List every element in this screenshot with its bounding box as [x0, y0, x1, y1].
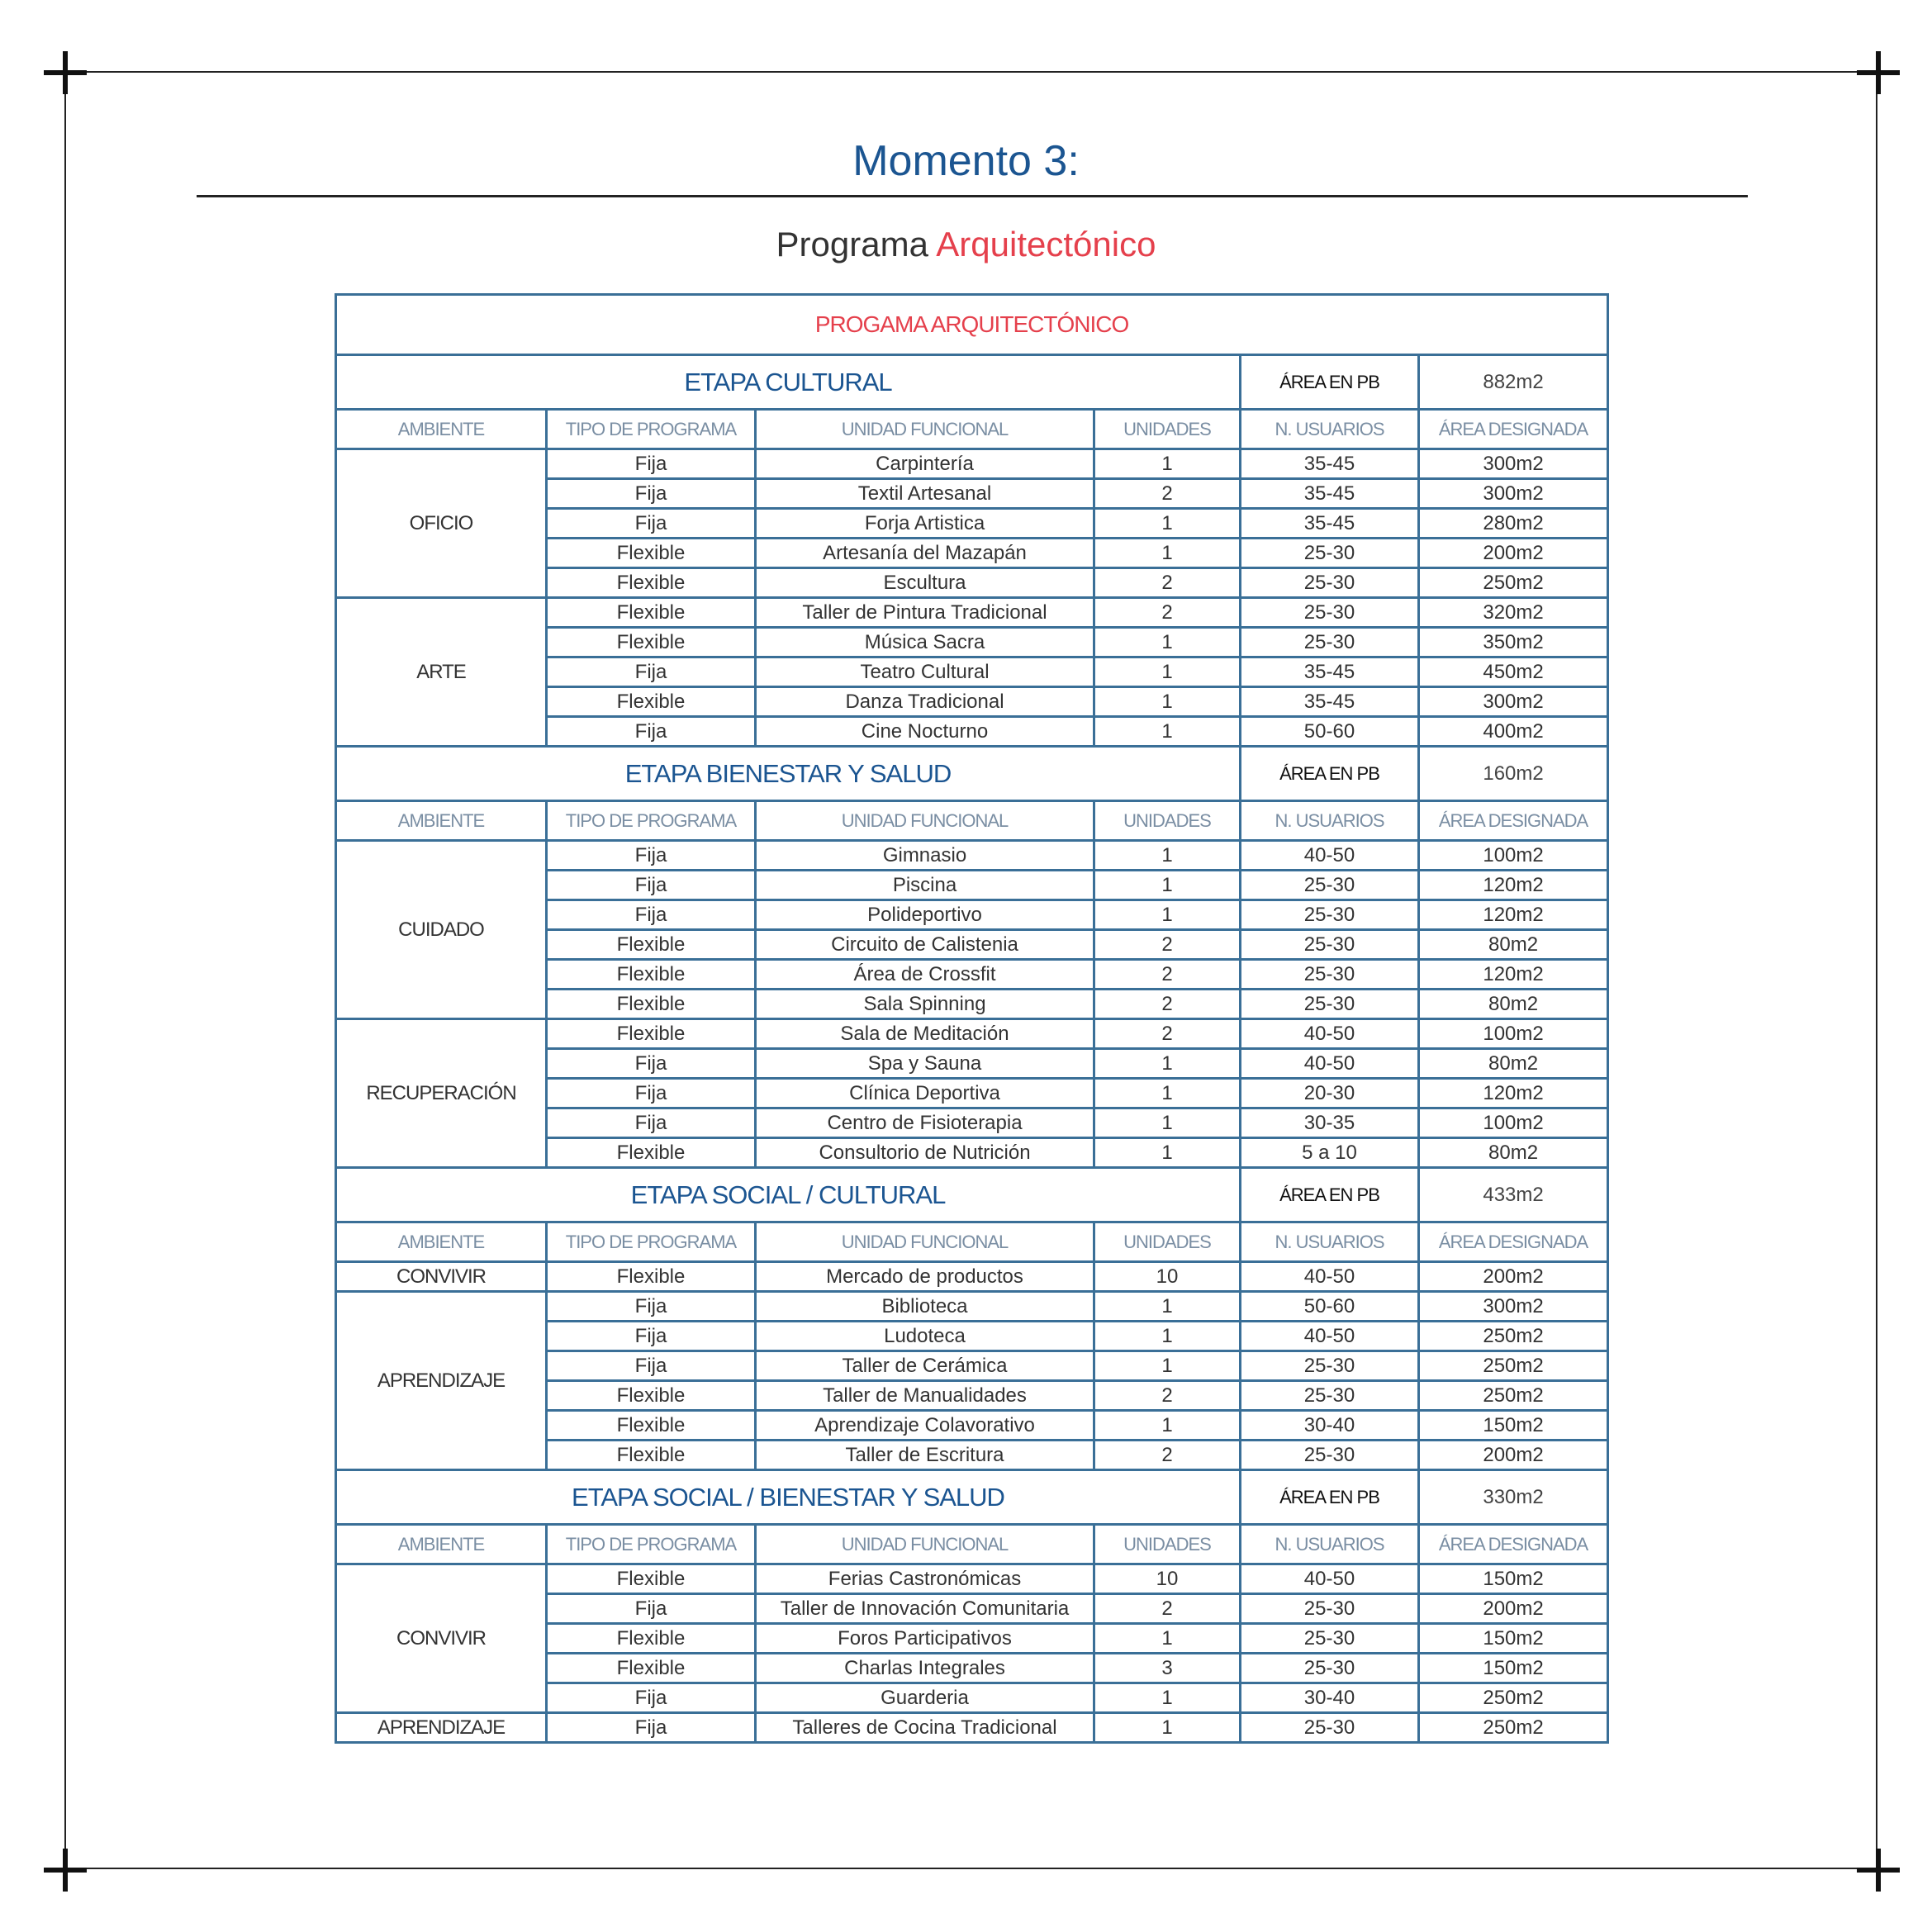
area-cell: 120m2: [1419, 1079, 1608, 1108]
tipo-cell: Flexible: [547, 1019, 756, 1049]
unidad-funcional-cell: Guarderia: [756, 1683, 1094, 1713]
area-cell: 120m2: [1419, 871, 1608, 900]
unidades-cell: 1: [1094, 871, 1241, 900]
header-tipo: TIPO DE PROGRAMA: [547, 1222, 756, 1262]
unidad-funcional-cell: Biblioteca: [756, 1292, 1094, 1322]
header-usuarios: N. USUARIOS: [1241, 410, 1419, 449]
usuarios-cell: 50-60: [1241, 717, 1419, 747]
table-row: [336, 449, 1608, 479]
tipo-cell: Flexible: [547, 1624, 756, 1654]
area-cell: 200m2: [1419, 539, 1608, 568]
ambiente-cell: APRENDIZAJE: [336, 1292, 547, 1470]
area-cell: 250m2: [1419, 1381, 1608, 1411]
unidades-cell: 1: [1094, 1138, 1241, 1168]
title-divider: [197, 195, 1748, 197]
area-cell: 150m2: [1419, 1624, 1608, 1654]
area-cell: 250m2: [1419, 1322, 1608, 1351]
header-ambiente: AMBIENTE: [336, 801, 547, 841]
unidad-funcional-cell: Textil Artesanal: [756, 479, 1094, 509]
unidad-funcional-cell: Artesanía del Mazapán: [756, 539, 1094, 568]
usuarios-cell: 35-45: [1241, 687, 1419, 717]
tipo-cell: Fija: [547, 871, 756, 900]
header-unidades: UNIDADES: [1094, 1222, 1241, 1262]
usuarios-cell: 25-30: [1241, 598, 1419, 628]
unidades-cell: 2: [1094, 568, 1241, 598]
unidad-funcional-cell: Spa y Sauna: [756, 1049, 1094, 1079]
unidades-cell: 1: [1094, 1411, 1241, 1441]
area-cell: 100m2: [1419, 1019, 1608, 1049]
usuarios-cell: 40-50: [1241, 1322, 1419, 1351]
usuarios-cell: 30-40: [1241, 1683, 1419, 1713]
header-unidades: UNIDADES: [1094, 410, 1241, 449]
area-cell: 150m2: [1419, 1654, 1608, 1683]
usuarios-cell: 40-50: [1241, 1049, 1419, 1079]
unidad-funcional-cell: Taller de Manualidades: [756, 1381, 1094, 1411]
tipo-cell: Fija: [547, 900, 756, 930]
tipo-cell: Fija: [547, 449, 756, 479]
area-cell: 100m2: [1419, 1108, 1608, 1138]
unidades-cell: 1: [1094, 449, 1241, 479]
tipo-cell: Flexible: [547, 1654, 756, 1683]
ambiente-cell: APRENDIZAJE: [336, 1713, 547, 1743]
unidad-funcional-cell: Centro de Fisioterapia: [756, 1108, 1094, 1138]
unidades-cell: 1: [1094, 841, 1241, 871]
tipo-cell: Flexible: [547, 960, 756, 990]
tipo-cell: Flexible: [547, 1262, 756, 1292]
header-unidad-funcional: UNIDAD FUNCIONAL: [756, 1222, 1094, 1262]
unidad-funcional-cell: Foros Participativos: [756, 1624, 1094, 1654]
header-area: ÁREA DESIGNADA: [1419, 1525, 1608, 1564]
unidades-cell: 2: [1094, 1019, 1241, 1049]
table-row: [336, 1564, 1608, 1594]
header-usuarios: N. USUARIOS: [1241, 801, 1419, 841]
unidades-cell: 2: [1094, 1381, 1241, 1411]
tipo-cell: Flexible: [547, 598, 756, 628]
table-row: [336, 841, 1608, 871]
header-unidades: UNIDADES: [1094, 1525, 1241, 1564]
area-cell: 120m2: [1419, 960, 1608, 990]
usuarios-cell: 25-30: [1241, 960, 1419, 990]
unidades-cell: 1: [1094, 1079, 1241, 1108]
tipo-cell: Flexible: [547, 990, 756, 1019]
header-usuarios: N. USUARIOS: [1241, 1222, 1419, 1262]
column-header-row: [336, 410, 1608, 449]
usuarios-cell: 25-30: [1241, 1594, 1419, 1624]
unidad-funcional-cell: Área de Crossfit: [756, 960, 1094, 990]
column-header-row: [336, 1222, 1608, 1262]
ambiente-cell: CONVIVIR: [336, 1262, 547, 1292]
unidades-cell: 1: [1094, 717, 1241, 747]
crop-mark-bottom-left: [44, 1849, 87, 1892]
header-unidad-funcional: UNIDAD FUNCIONAL: [756, 410, 1094, 449]
page-subtitle: [0, 225, 1932, 264]
unidades-cell: 1: [1094, 1683, 1241, 1713]
unidades-cell: 2: [1094, 990, 1241, 1019]
unidad-funcional-cell: Escultura: [756, 568, 1094, 598]
tipo-cell: Fija: [547, 1079, 756, 1108]
usuarios-cell: 25-30: [1241, 539, 1419, 568]
tipo-cell: Fija: [547, 717, 756, 747]
tipo-cell: Fija: [547, 1322, 756, 1351]
tipo-cell: Flexible: [547, 628, 756, 657]
etapa-row: [336, 355, 1608, 410]
area-value: 330m2: [1419, 1470, 1608, 1525]
usuarios-cell: 25-30: [1241, 900, 1419, 930]
unidad-funcional-cell: Mercado de productos: [756, 1262, 1094, 1292]
ambiente-cell: CONVIVIR: [336, 1564, 547, 1713]
area-cell: 80m2: [1419, 1049, 1608, 1079]
usuarios-cell: 40-50: [1241, 841, 1419, 871]
tipo-cell: Flexible: [547, 930, 756, 960]
tipo-cell: Flexible: [547, 1138, 756, 1168]
header-ambiente: AMBIENTE: [336, 1222, 547, 1262]
area-cell: 450m2: [1419, 657, 1608, 687]
table-row: [336, 598, 1608, 628]
usuarios-cell: 30-40: [1241, 1411, 1419, 1441]
table-row: [336, 1262, 1608, 1292]
subtitle-accent: Arquitectónico: [936, 225, 1156, 263]
unidades-cell: 1: [1094, 509, 1241, 539]
unidad-funcional-cell: Consultorio de Nutrición: [756, 1138, 1094, 1168]
tipo-cell: Flexible: [547, 1564, 756, 1594]
tipo-cell: Fija: [547, 841, 756, 871]
unidad-funcional-cell: Teatro Cultural: [756, 657, 1094, 687]
usuarios-cell: 35-45: [1241, 509, 1419, 539]
area-value: 882m2: [1419, 355, 1608, 410]
etapa-row: [336, 747, 1608, 801]
unidad-funcional-cell: Forja Artistica: [756, 509, 1094, 539]
unidades-cell: 1: [1094, 539, 1241, 568]
unidades-cell: 1: [1094, 1108, 1241, 1138]
unidades-cell: 10: [1094, 1564, 1241, 1594]
area-cell: 320m2: [1419, 598, 1608, 628]
area-cell: 100m2: [1419, 841, 1608, 871]
ambiente-cell: OFICIO: [336, 449, 547, 598]
area-label: ÁREA EN PB: [1241, 355, 1419, 410]
area-cell: 200m2: [1419, 1594, 1608, 1624]
tipo-cell: Flexible: [547, 1381, 756, 1411]
usuarios-cell: 20-30: [1241, 1079, 1419, 1108]
area-cell: 250m2: [1419, 568, 1608, 598]
header-tipo: TIPO DE PROGRAMA: [547, 1525, 756, 1564]
usuarios-cell: 30-35: [1241, 1108, 1419, 1138]
tipo-cell: Flexible: [547, 1411, 756, 1441]
area-label: ÁREA EN PB: [1241, 1470, 1419, 1525]
usuarios-cell: 25-30: [1241, 871, 1419, 900]
tipo-cell: Fija: [547, 1108, 756, 1138]
tipo-cell: Flexible: [547, 539, 756, 568]
unidad-funcional-cell: Talleres de Cocina Tradicional: [756, 1713, 1094, 1743]
tipo-cell: Fija: [547, 1713, 756, 1743]
area-cell: 80m2: [1419, 1138, 1608, 1168]
usuarios-cell: 40-50: [1241, 1019, 1419, 1049]
usuarios-cell: 25-30: [1241, 930, 1419, 960]
area-cell: 250m2: [1419, 1351, 1608, 1381]
area-cell: 300m2: [1419, 479, 1608, 509]
area-cell: 250m2: [1419, 1713, 1608, 1743]
tipo-cell: Fija: [547, 479, 756, 509]
unidades-cell: 2: [1094, 598, 1241, 628]
header-unidad-funcional: UNIDAD FUNCIONAL: [756, 1525, 1094, 1564]
unidad-funcional-cell: Cine Nocturno: [756, 717, 1094, 747]
unidad-funcional-cell: Taller de Innovación Comunitaria: [756, 1594, 1094, 1624]
column-header-row: [336, 1525, 1608, 1564]
unidades-cell: 2: [1094, 479, 1241, 509]
unidad-funcional-cell: Taller de Pintura Tradicional: [756, 598, 1094, 628]
etapa-row: [336, 1470, 1608, 1525]
unidad-funcional-cell: Circuito de Calistenia: [756, 930, 1094, 960]
usuarios-cell: 50-60: [1241, 1292, 1419, 1322]
area-cell: 280m2: [1419, 509, 1608, 539]
unidades-cell: 10: [1094, 1262, 1241, 1292]
unidades-cell: 1: [1094, 1322, 1241, 1351]
area-label: ÁREA EN PB: [1241, 1168, 1419, 1222]
area-cell: 120m2: [1419, 900, 1608, 930]
area-cell: 150m2: [1419, 1564, 1608, 1594]
etapa-name: ETAPA CULTURAL: [336, 355, 1241, 410]
column-header-row: [336, 801, 1608, 841]
unidad-funcional-cell: Música Sacra: [756, 628, 1094, 657]
unidad-funcional-cell: Ludoteca: [756, 1322, 1094, 1351]
tipo-cell: Flexible: [547, 687, 756, 717]
usuarios-cell: 25-30: [1241, 568, 1419, 598]
usuarios-cell: 25-30: [1241, 1624, 1419, 1654]
unidades-cell: 1: [1094, 657, 1241, 687]
page-title: Momento 3:: [852, 137, 1080, 185]
header-usuarios: N. USUARIOS: [1241, 1525, 1419, 1564]
usuarios-cell: 25-30: [1241, 628, 1419, 657]
etapa-row: [336, 1168, 1608, 1222]
tipo-cell: Flexible: [547, 568, 756, 598]
unidades-cell: 1: [1094, 1351, 1241, 1381]
program-table-body: [336, 295, 1608, 1743]
unidad-funcional-cell: Taller de Cerámica: [756, 1351, 1094, 1381]
header-area: ÁREA DESIGNADA: [1419, 1222, 1608, 1262]
unidades-cell: 3: [1094, 1654, 1241, 1683]
area-cell: 300m2: [1419, 687, 1608, 717]
area-cell: 300m2: [1419, 449, 1608, 479]
ambiente-cell: RECUPERACIÓN: [336, 1019, 547, 1168]
usuarios-cell: 25-30: [1241, 1713, 1419, 1743]
usuarios-cell: 40-50: [1241, 1564, 1419, 1594]
tipo-cell: Fija: [547, 1351, 756, 1381]
unidades-cell: 1: [1094, 1292, 1241, 1322]
table-title: PROGAMA ARQUITECTÓNICO: [336, 295, 1608, 355]
crop-mark-top-left: [44, 51, 87, 94]
header-unidad-funcional: UNIDAD FUNCIONAL: [756, 801, 1094, 841]
table-row: [336, 1019, 1608, 1049]
usuarios-cell: 25-30: [1241, 1351, 1419, 1381]
area-cell: 400m2: [1419, 717, 1608, 747]
tipo-cell: Fija: [547, 1594, 756, 1624]
unidad-funcional-cell: Ferias Castronómicas: [756, 1564, 1094, 1594]
header-tipo: TIPO DE PROGRAMA: [547, 410, 756, 449]
area-cell: 80m2: [1419, 990, 1608, 1019]
unidad-funcional-cell: Polideportivo: [756, 900, 1094, 930]
usuarios-cell: 5 a 10: [1241, 1138, 1419, 1168]
unidades-cell: 1: [1094, 1049, 1241, 1079]
area-cell: 300m2: [1419, 1292, 1608, 1322]
area-cell: 350m2: [1419, 628, 1608, 657]
tipo-cell: Fija: [547, 509, 756, 539]
unidad-funcional-cell: Danza Tradicional: [756, 687, 1094, 717]
unidad-funcional-cell: Aprendizaje Colavorativo: [756, 1411, 1094, 1441]
unidades-cell: 2: [1094, 1594, 1241, 1624]
unidad-funcional-cell: Gimnasio: [756, 841, 1094, 871]
unidad-funcional-cell: Carpintería: [756, 449, 1094, 479]
unidad-funcional-cell: Charlas Integrales: [756, 1654, 1094, 1683]
unidades-cell: 2: [1094, 1441, 1241, 1470]
usuarios-cell: 35-45: [1241, 657, 1419, 687]
tipo-cell: Fija: [547, 657, 756, 687]
unidades-cell: 1: [1094, 687, 1241, 717]
header-unidades: UNIDADES: [1094, 801, 1241, 841]
usuarios-cell: 25-30: [1241, 1654, 1419, 1683]
unidad-funcional-cell: Piscina: [756, 871, 1094, 900]
area-label: ÁREA EN PB: [1241, 747, 1419, 801]
usuarios-cell: 35-45: [1241, 449, 1419, 479]
etapa-name: ETAPA SOCIAL / BIENESTAR Y SALUD: [336, 1470, 1241, 1525]
table-row: [336, 1713, 1608, 1743]
tipo-cell: Fija: [547, 1292, 756, 1322]
etapa-name: ETAPA BIENESTAR Y SALUD: [336, 747, 1241, 801]
program-table: [335, 293, 1609, 1744]
tipo-cell: Fija: [547, 1049, 756, 1079]
area-value: 433m2: [1419, 1168, 1608, 1222]
header-ambiente: AMBIENTE: [336, 410, 547, 449]
header-area: ÁREA DESIGNADA: [1419, 410, 1608, 449]
usuarios-cell: 25-30: [1241, 1441, 1419, 1470]
area-cell: 250m2: [1419, 1683, 1608, 1713]
table-title-row: [336, 295, 1608, 355]
area-cell: 80m2: [1419, 930, 1608, 960]
unidades-cell: 2: [1094, 930, 1241, 960]
etapa-name: ETAPA SOCIAL / CULTURAL: [336, 1168, 1241, 1222]
unidades-cell: 2: [1094, 960, 1241, 990]
usuarios-cell: 25-30: [1241, 1381, 1419, 1411]
unidades-cell: 1: [1094, 1713, 1241, 1743]
usuarios-cell: 25-30: [1241, 990, 1419, 1019]
crop-mark-bottom-right: [1857, 1849, 1900, 1892]
area-cell: 150m2: [1419, 1411, 1608, 1441]
area-value: 160m2: [1419, 747, 1608, 801]
area-cell: 200m2: [1419, 1441, 1608, 1470]
usuarios-cell: 35-45: [1241, 479, 1419, 509]
unidad-funcional-cell: Sala de Meditación: [756, 1019, 1094, 1049]
unidades-cell: 1: [1094, 628, 1241, 657]
unidad-funcional-cell: Taller de Escritura: [756, 1441, 1094, 1470]
unidad-funcional-cell: Clínica Deportiva: [756, 1079, 1094, 1108]
tipo-cell: Fija: [547, 1683, 756, 1713]
unidades-cell: 1: [1094, 900, 1241, 930]
header-area: ÁREA DESIGNADA: [1419, 801, 1608, 841]
header-ambiente: AMBIENTE: [336, 1525, 547, 1564]
tipo-cell: Flexible: [547, 1441, 756, 1470]
header-tipo: TIPO DE PROGRAMA: [547, 801, 756, 841]
usuarios-cell: 40-50: [1241, 1262, 1419, 1292]
area-cell: 200m2: [1419, 1262, 1608, 1292]
crop-mark-top-right: [1857, 51, 1900, 94]
unidades-cell: 1: [1094, 1624, 1241, 1654]
ambiente-cell: ARTE: [336, 598, 547, 747]
table-row: [336, 1292, 1608, 1322]
ambiente-cell: CUIDADO: [336, 841, 547, 1019]
unidad-funcional-cell: Sala Spinning: [756, 990, 1094, 1019]
subtitle-prefix: Programa: [776, 225, 928, 263]
